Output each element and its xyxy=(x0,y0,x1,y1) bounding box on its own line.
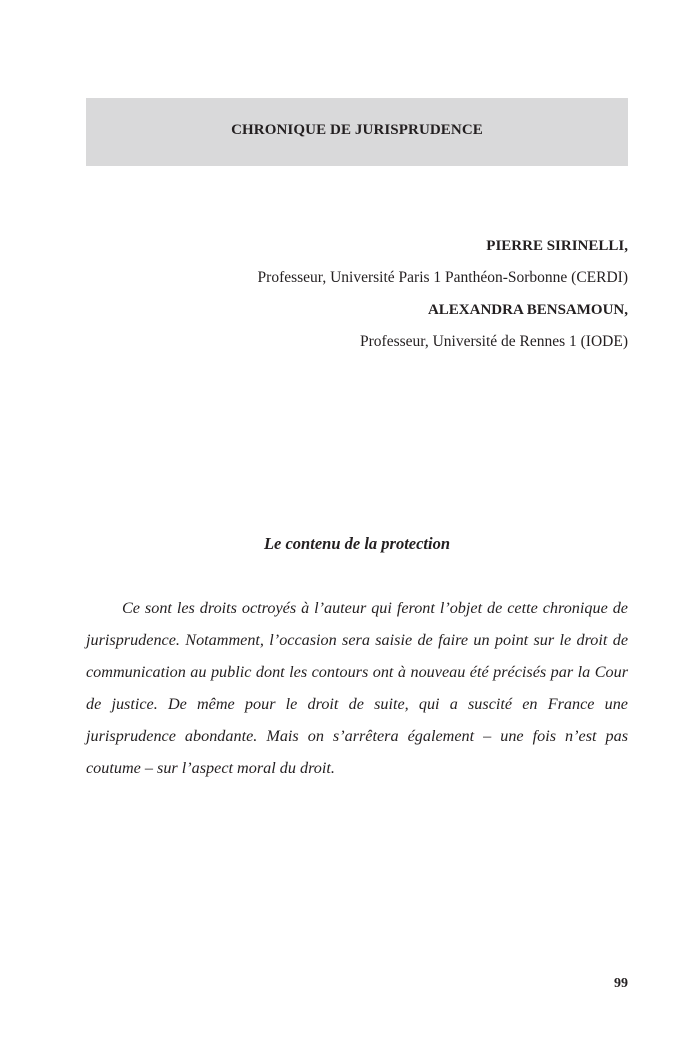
author-affiliation: Professeur, Université Paris 1 Panthéon-Sorbonne (CERDI) xyxy=(257,269,628,286)
author-name: PIERRE SIRINELLI, xyxy=(486,238,628,254)
author-affiliation: Professeur, Université de Rennes 1 (IODE) xyxy=(360,333,628,350)
page-number: 99 xyxy=(614,976,628,991)
authors-block xyxy=(258,230,628,358)
body-paragraph: Ce sont les droits octroyés à l’auteur qui feront l’objet de cette chronique de jurisprudence. Notamment, l’occasion sera saisie de faire un point sur le droit de communication au public dont les contours ont à nouveau été précisés par la Cour de justice. De même pour le droit de suite, qui a suscité en France une jurisprudence abondante. Mais on s’arrêtera également – une fois n’est pas coutume – sur l’aspect moral du droit. xyxy=(86,599,628,777)
author-name: ALEXANDRA BENSAMOUN, xyxy=(427,302,628,318)
header-band xyxy=(86,98,628,166)
chronicle-title: CHRONIQUE DE JURISPRUDENCE xyxy=(231,122,483,138)
section-title: Le contenu de la protection xyxy=(263,534,451,553)
